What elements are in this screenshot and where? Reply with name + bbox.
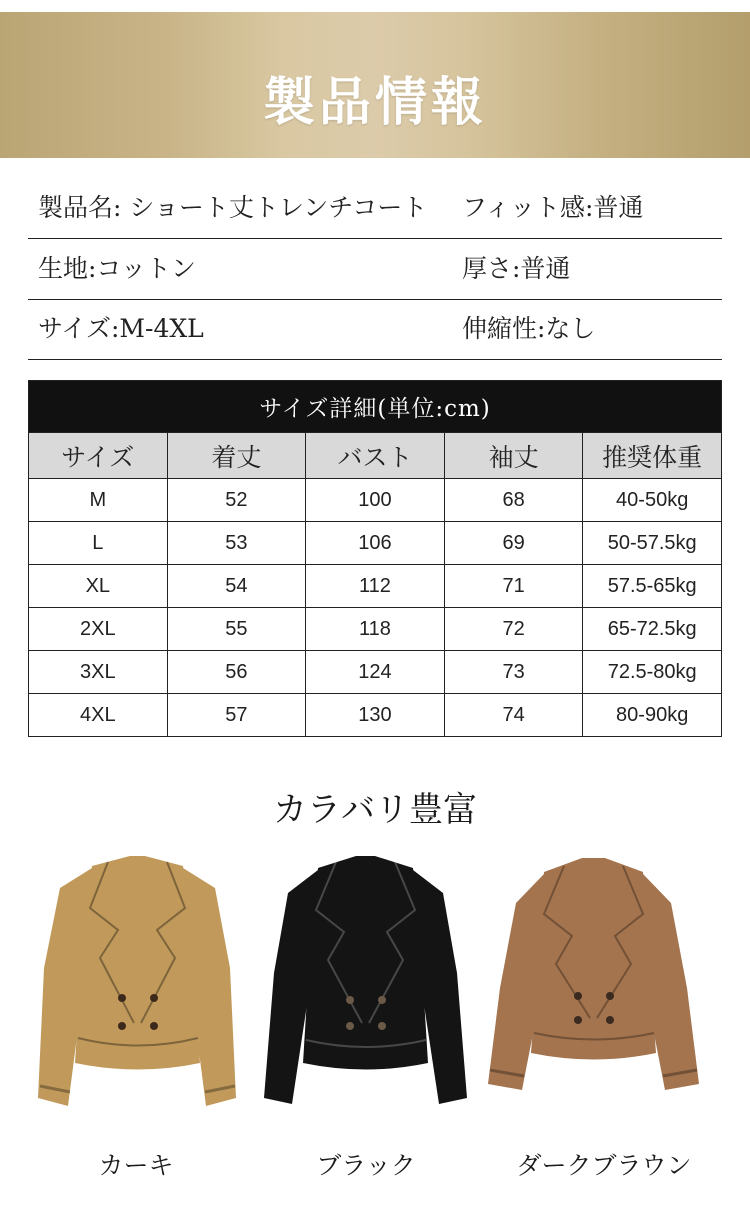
column-header: 袖丈 xyxy=(444,433,583,479)
table-cell: 71 xyxy=(444,565,583,608)
table-cell: 56 xyxy=(167,651,306,694)
size-table-header xyxy=(29,433,722,479)
info-row xyxy=(28,299,722,360)
column-header: バスト xyxy=(306,433,445,479)
size-range-info: サイズ:M-4XL xyxy=(38,314,204,343)
table-cell: 53 xyxy=(167,522,306,565)
fabric-info: 生地:コットン xyxy=(38,254,196,283)
jacket-swatch-fill xyxy=(264,856,467,1104)
table-row xyxy=(29,522,722,565)
jacket-swatch-fill xyxy=(488,858,699,1090)
size-table xyxy=(28,380,722,737)
color-label-khaki: カーキ xyxy=(98,1151,174,1180)
table-cell: 106 xyxy=(306,522,445,565)
table-cell: 69 xyxy=(444,522,583,565)
table-cell: 130 xyxy=(306,694,445,737)
table-cell: 55 xyxy=(167,608,306,651)
table-cell: 3XL xyxy=(29,651,168,694)
khaki-jacket-image xyxy=(30,848,245,1130)
table-cell: 112 xyxy=(306,565,445,608)
column-header: 着丈 xyxy=(167,433,306,479)
table-cell: 124 xyxy=(306,651,445,694)
thickness-info: 厚さ:普通 xyxy=(462,254,571,283)
table-cell: L xyxy=(29,522,168,565)
jacket-swatch-fill xyxy=(38,856,236,1106)
size-table-caption: サイズ詳細(単位:cm) xyxy=(29,381,722,433)
colors-title: カラバリ豊富 xyxy=(273,790,477,830)
table-cell: 52 xyxy=(167,479,306,522)
header-banner xyxy=(0,12,750,158)
table-row xyxy=(29,479,722,522)
table-cell: 72.5-80kg xyxy=(583,651,722,694)
info-row xyxy=(28,178,722,239)
info-row xyxy=(28,239,722,300)
table-row xyxy=(29,694,722,737)
table-cell: 73 xyxy=(444,651,583,694)
stretch-info: 伸縮性:なし xyxy=(462,314,596,343)
color-label-dark-brown: ダークブラウン xyxy=(516,1151,692,1180)
table-cell: 2XL xyxy=(29,608,168,651)
table-row xyxy=(29,651,722,694)
dark-brown-jacket-image xyxy=(486,848,701,1130)
table-cell: 72 xyxy=(444,608,583,651)
table-cell: 40-50kg xyxy=(583,479,722,522)
table-cell: XL xyxy=(29,565,168,608)
table-cell: M xyxy=(29,479,168,522)
column-header: サイズ xyxy=(29,433,168,479)
table-cell: 68 xyxy=(444,479,583,522)
table-row xyxy=(29,608,722,651)
table-cell: 65-72.5kg xyxy=(583,608,722,651)
table-cell: 4XL xyxy=(29,694,168,737)
column-header: 推奨体重 xyxy=(583,433,722,479)
table-cell: 57 xyxy=(167,694,306,737)
table-cell: 57.5-65kg xyxy=(583,565,722,608)
black-jacket-image xyxy=(258,848,473,1130)
page-title: 製品情報 xyxy=(262,72,487,133)
product-name: 製品名: ショート丈トレンチコート xyxy=(38,193,428,222)
table-cell: 50-57.5kg xyxy=(583,522,722,565)
table-cell: 100 xyxy=(306,479,445,522)
table-cell: 118 xyxy=(306,608,445,651)
table-row xyxy=(29,565,722,608)
table-cell: 80-90kg xyxy=(583,694,722,737)
table-cell: 74 xyxy=(444,694,583,737)
color-label-black: ブラック xyxy=(316,1151,416,1180)
table-cell: 54 xyxy=(167,565,306,608)
fit-info: フィット感:普通 xyxy=(462,193,644,222)
